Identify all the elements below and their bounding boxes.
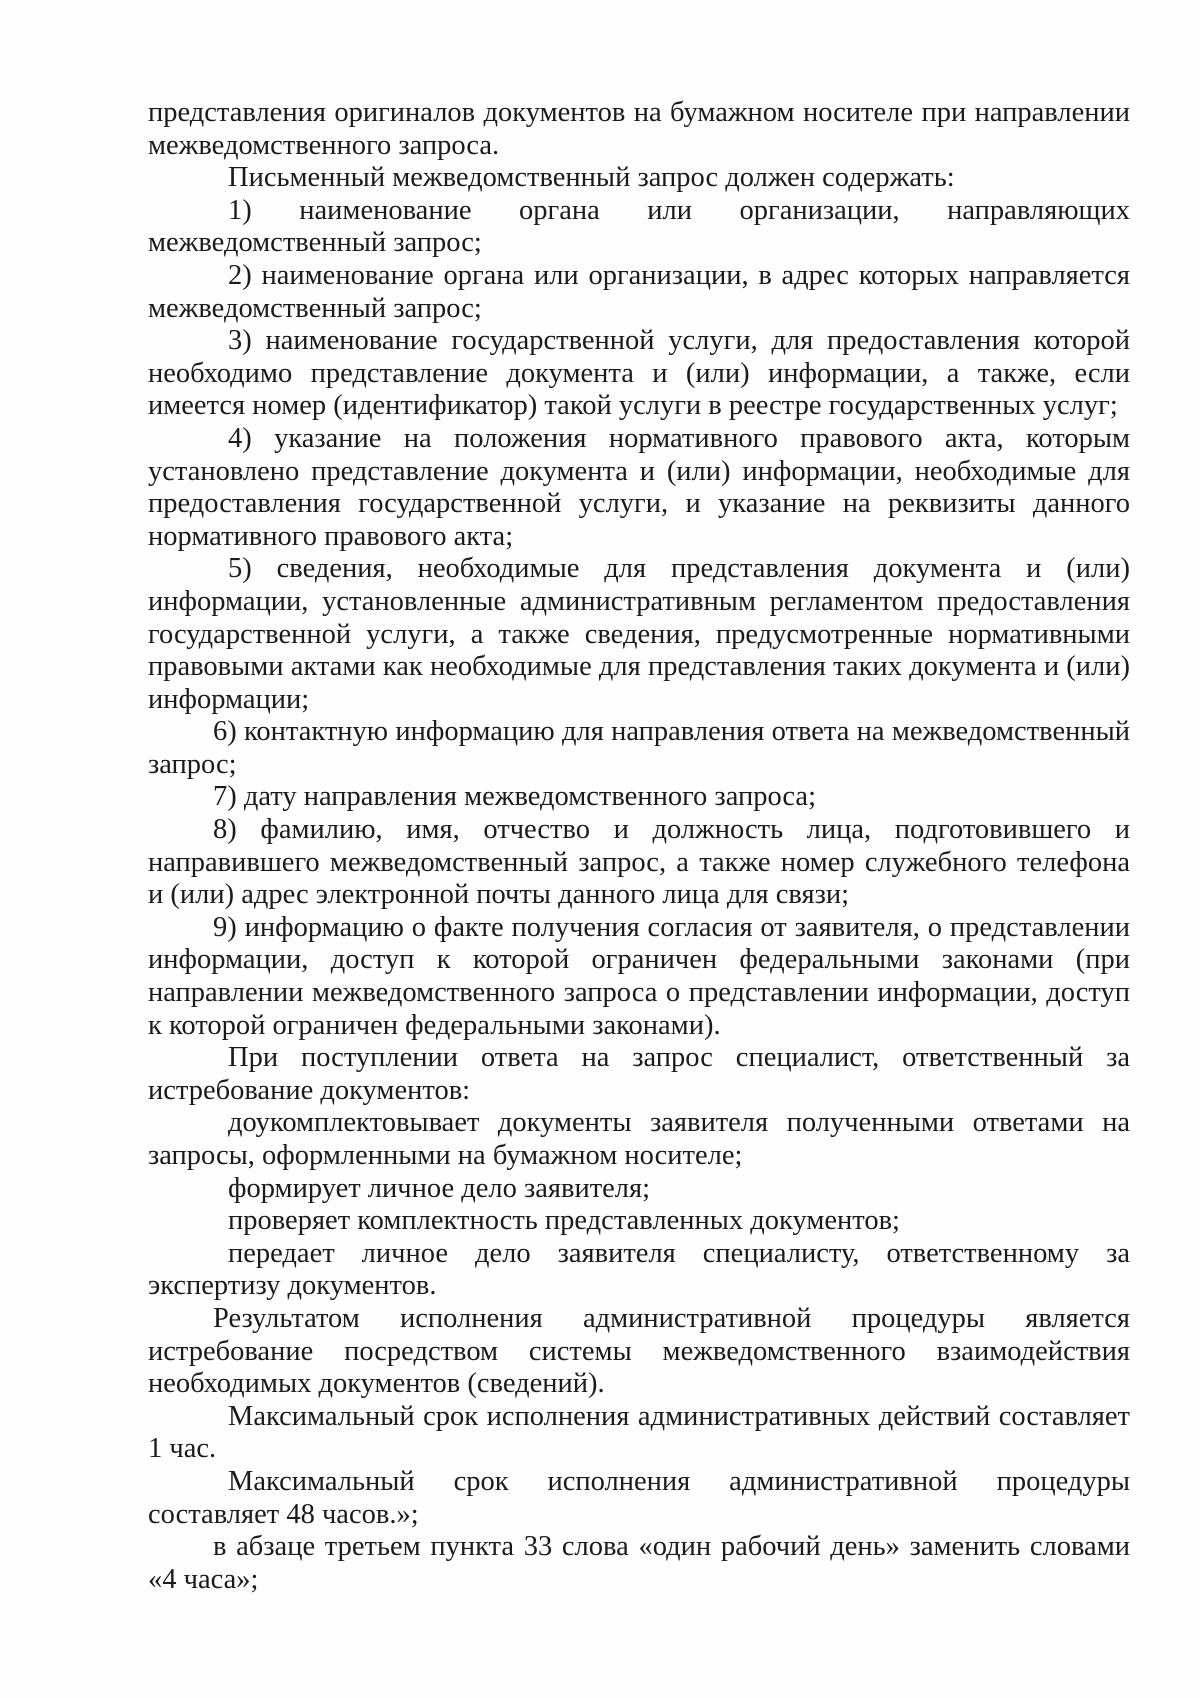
document-body (148, 97, 1130, 1596)
paragraph: передает личное дело заявителя специалисту, ответственному за экспертизу документов. (148, 1237, 1130, 1302)
paragraph: Максимальный срок исполнения административных действий составляет 1 час. (148, 1400, 1130, 1465)
list-item: 6) контактную информацию для направления ответа на межведомственный запрос; (148, 716, 1130, 780)
list-item: 1) наименование органа или организации, направляющих межведомственный запрос; (148, 194, 1130, 259)
paragraph: При поступлении ответа на запрос специалист, ответственный за истребование документов: (148, 1042, 1130, 1106)
paragraph: Результатом исполнения административной процедуры является истребование посредством системы межведомственного взаимодействия необходимых документов (сведений). (148, 1302, 1130, 1400)
list-item: 5) сведения, необходимые для представления документа и (или) информации, установленные административным регламентом предоставления государственной услуги, а также сведения, предусмотренные нормативными правовыми актами как необходимые для представления таких документа и (или) информации; (148, 553, 1130, 715)
paragraph: доукомплектовывает документы заявителя полученными ответами на запросы, оформленными на бумажном носителе; (148, 1107, 1130, 1171)
list-item: 9) информацию о факте получения согласия от заявителя, о представлении информации, доступ к которой ограничен федеральными законами (при направлении межведомственного запроса о представлении информации, доступ к которой ограничен федеральными законами). (148, 911, 1130, 1041)
list-item: 4) указание на положения нормативного правового акта, которым установлено представление документа и (или) информации, необходимые для предоставления государственной услуги, и указание на реквизиты данного нормативного правового акта; (148, 422, 1130, 552)
paragraph: представления оригиналов документов на бумажном носителе при направлении межведомственного запроса. (148, 97, 1130, 161)
list-item: 8) фамилию, имя, отчество и должность лица, подготовившего и направившего межведомственный запрос, а также номер служебного телефона и (или) адрес электронной почты данного лица для связи; (148, 814, 1130, 911)
paragraph: в абзаце третьем пункта 33 слова «один рабочий день» заменить словами «4 часа»; (148, 1531, 1130, 1595)
paragraph: Письменный межведомственный запрос должен содержать: (228, 162, 955, 194)
list-item: 2) наименование органа или организации, в адрес которых направляется межведомственный запрос; (148, 259, 1130, 324)
list-item: 3) наименование государственной услуги, для предоставления которой необходимо представление документа и (или) информации, а также, если имеется номер (идентификатор) такой услуги в реестре государственных услуг; (148, 325, 1130, 422)
paragraph: формирует личное дело заявителя; (228, 1172, 651, 1204)
list-item: 7) дату направления межведомственного запроса; (213, 781, 816, 813)
paragraph: Максимальный срок исполнения административной процедуры составляет 48 часов.»; (148, 1465, 1130, 1530)
paragraph: проверяет комплектность представленных документов; (228, 1205, 900, 1237)
